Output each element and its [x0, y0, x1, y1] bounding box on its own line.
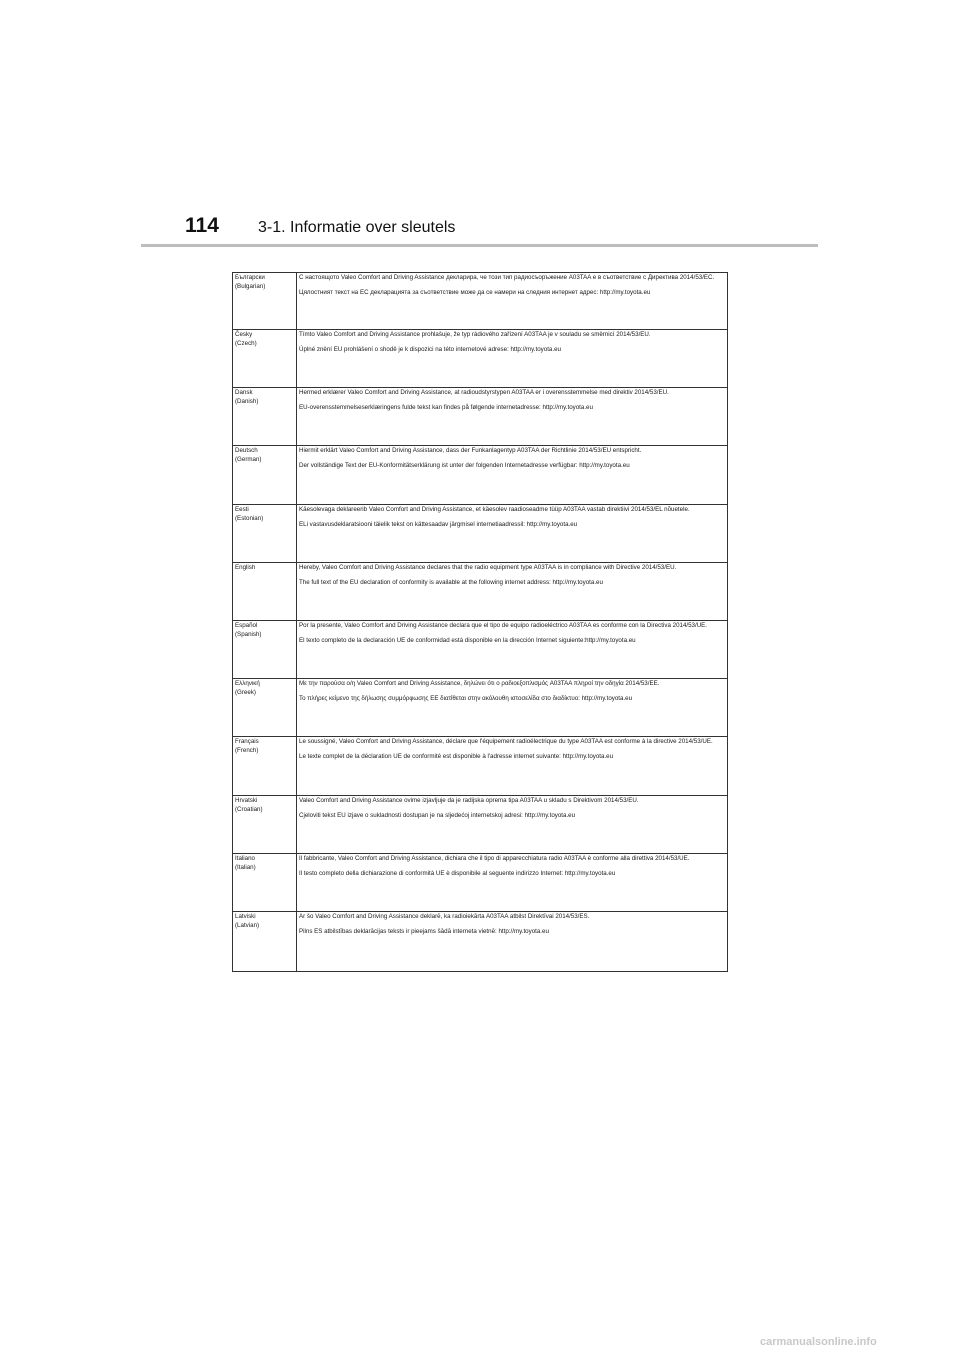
language-name: Dansk — [235, 389, 253, 396]
declaration-full-text: Το πλήρες κείμενο της δήλωσης συμμόρφωσης ΕΕ διατίθεται στην ακόλουθη ιστοσελίδα στο διαδίκτυο: http://my.toyota.eu — [299, 694, 633, 702]
section-title: 3-1. Informatie over sleutels — [258, 219, 456, 236]
declaration-statement: С настоящото Valeo Comfort and Driving Assistance декларира, че този тип радиосъоръжение A03TAA е в съответствие с Директива 2014/53/ЕС. — [299, 274, 715, 281]
table-row — [233, 679, 728, 737]
declaration-statement: Hiermit erklärt Valeo Comfort and Driving Assistance, dass der Funkanlagentyp A03TAA der Richtlinie 2014/53/EU entspricht. — [299, 447, 642, 454]
language-cell — [233, 505, 297, 563]
table-row — [233, 388, 728, 446]
language-english: (Spanish) — [235, 630, 262, 638]
table-row — [233, 330, 728, 388]
language-english: (Latvian) — [235, 921, 260, 929]
declaration-cell — [297, 273, 728, 330]
declaration-cell — [297, 388, 728, 446]
language-name: Deutsch — [235, 447, 258, 454]
language-english: (Czech) — [235, 339, 257, 347]
language-cell — [233, 854, 297, 912]
declaration-cell — [297, 330, 728, 388]
declaration-statement: Valeo Comfort and Driving Assistance ovime izjavljuje da je radijska oprema tipa A03TAA u skladu s Direktivom 2014/53/EU. — [299, 797, 639, 804]
language-english: (Estonian) — [235, 514, 264, 522]
language-name: English — [235, 564, 256, 571]
declaration-full-text: The full text of the EU declaration of conformity is available at the following internet address: http://my.toyota.eu — [299, 578, 603, 586]
declaration-full-text: Der vollständige Text der EU-Konformitätserklärung ist unter der folgenden Internetadresse verfügbar: http://my.toyota.eu — [299, 461, 630, 469]
language-cell — [233, 621, 297, 679]
language-english: (Bulgarian) — [235, 282, 266, 290]
language-name: Italiano — [235, 855, 255, 862]
table-row — [233, 621, 728, 679]
table-row — [233, 737, 728, 796]
declaration-full-text: Цялостният текст на ЕС декларацията за съответствие може да се намери на следния интернет адрес: http://my.toyota.eu — [299, 288, 651, 296]
declaration-statement: Hermed erklærer Valeo Comfort and Driving Assistance, at radioudstyrstypen A03TAA er i overensstemmelse med direktiv 2014/53/EU. — [299, 389, 669, 396]
declaration-statement: Hereby, Valeo Comfort and Driving Assistance declares that the radio equipment type A03TAA is in compliance with Directive 2014/53/EU. — [299, 564, 677, 571]
declaration-cell — [297, 679, 728, 737]
declaration-cell — [297, 563, 728, 621]
declaration-cell — [297, 446, 728, 505]
declaration-statement: Por la presente, Valeo Comfort and Driving Assistance declara que el tipo de equipo radioeléctrico A03TAA es conforme con la Directiva 2014/53/UE. — [299, 622, 708, 629]
declaration-full-text: Cjeloviti tekst EU izjave o sukladnosti dostupan je na sljedećoj internetskoj adresi: http://my.toyota.eu — [299, 811, 576, 819]
language-name: Français — [235, 738, 259, 745]
language-cell — [233, 330, 297, 388]
declaration-table — [232, 272, 728, 972]
declaration-full-text: EU-overensstemmelseserklæringens fulde tekst kan findes på følgende internetadresse: http://my.toyota.eu — [299, 403, 593, 411]
watermark: carmanualsonline.info — [760, 1336, 877, 1348]
language-name: Hrvatski — [235, 797, 258, 804]
declaration-cell — [297, 796, 728, 854]
declaration-full-text: Il testo completo della dichiarazione di conformità UE è disponibile al seguente indirizzo Internet: http://my.toyota.eu — [299, 869, 616, 877]
language-english: (Greek) — [235, 688, 256, 696]
declaration-statement: Il fabbricante, Valeo Comfort and Driving Assistance, dichiara che il tipo di apparecchiatura radio A03TAA è conforme alla direttiva 2014/53/UE. — [299, 855, 690, 862]
declaration-statement: Ar šo Valeo Comfort and Driving Assistance deklarē, ka radioiekārta A03TAA atbilst Direktīvai 2014/53/ES. — [299, 913, 590, 920]
declaration-full-text: El texto completo de la declaración UE de conformidad está disponible en la dirección Internet siguiente:http://my.toyota.eu — [299, 636, 636, 644]
declaration-statement: Με την παρούσα ο/η Valeo Comfort and Driving Assistance, δηλώνει ότι ο ραδιοεξοπλισμός A03TAA πληροί την οδηγία 2014/53/ΕΕ. — [299, 680, 660, 687]
language-english: (Danish) — [235, 397, 259, 405]
language-cell — [233, 273, 297, 330]
language-name: Español — [235, 622, 258, 629]
declaration-cell — [297, 505, 728, 563]
declaration-full-text: ELi vastavusdeklaratsiooni täielik tekst on kättesaadav järgmisel internetiaadressil: http://my.toyota.eu — [299, 520, 578, 528]
language-name: Ελληνική — [235, 680, 260, 687]
declaration-statement: Tímto Valeo Comfort and Driving Assistance prohlašuje, že typ rádiového zařízení A03TAA je v souladu se směrnicí 2014/53/EU. — [299, 331, 651, 338]
header-divider — [141, 244, 818, 247]
language-cell — [233, 796, 297, 854]
language-name: Eesti — [235, 506, 249, 513]
page-number: 114 — [185, 214, 219, 237]
language-cell — [233, 737, 297, 796]
language-english: (German) — [235, 455, 262, 463]
declaration-cell — [297, 912, 728, 972]
declaration-full-text: Úplné znění EU prohlášení o shodě je k dispozici na této internetové adrese: http://my.toyota.eu — [299, 345, 561, 353]
table-row — [233, 505, 728, 563]
table-row — [233, 446, 728, 505]
language-cell — [233, 446, 297, 505]
language-english: (Italian) — [235, 863, 256, 871]
language-name: Česky — [235, 331, 253, 338]
declaration-statement: Le soussigné, Valeo Comfort and Driving Assistance, déclare que l'équipement radioélectrique du type A03TAA est conforme à la directive 2014/53/UE. — [299, 738, 713, 745]
declaration-cell — [297, 737, 728, 796]
language-cell — [233, 679, 297, 737]
table-row — [233, 796, 728, 854]
language-name: Latviski — [235, 913, 256, 920]
declaration-full-text: Le texte complet de la déclaration UE de conformité est disponible à l'adresse internet suivante: http://my.toyota.eu — [299, 752, 614, 760]
table-row — [233, 273, 728, 330]
table-row — [233, 854, 728, 912]
language-cell — [233, 388, 297, 446]
page-header — [0, 0, 960, 250]
language-cell — [233, 912, 297, 972]
table-row — [233, 912, 728, 972]
language-cell — [233, 563, 297, 621]
declaration-full-text: Pilns ES atbilstības deklarācijas teksts ir pieejams šādā interneta vietnē: http://my.toyota.eu — [299, 927, 549, 935]
declaration-cell — [297, 854, 728, 912]
language-english: (Croatian) — [235, 805, 263, 813]
language-name: Български — [235, 274, 265, 281]
table-row — [233, 563, 728, 621]
language-english: (French) — [235, 746, 259, 754]
declaration-cell — [297, 621, 728, 679]
declaration-statement: Käesolevaga deklareerib Valeo Comfort and Driving Assistance, et käesolev raadioseadme tüüp A03TAA vastab direktiivi 2014/53/EL nõuetele. — [299, 506, 690, 513]
